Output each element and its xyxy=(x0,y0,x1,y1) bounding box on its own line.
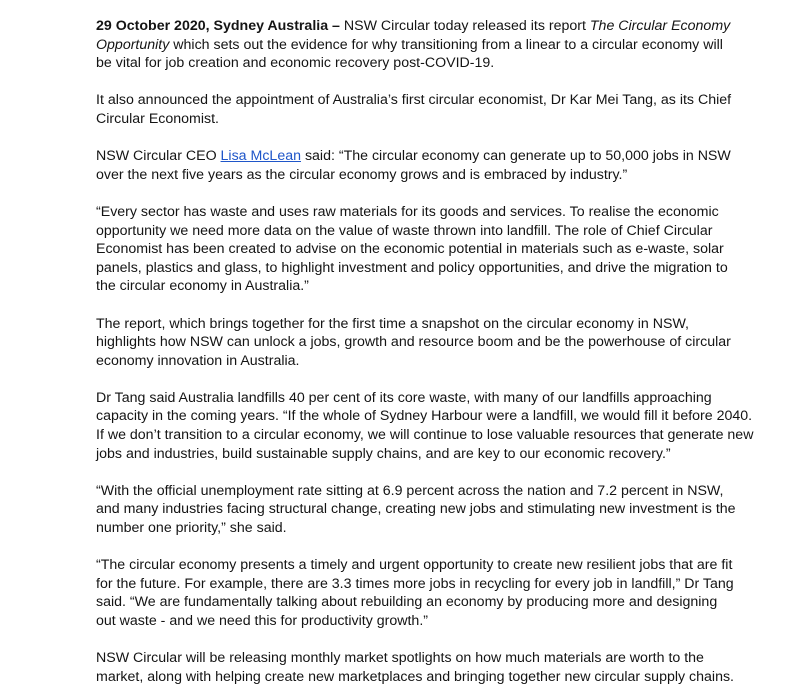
text-line: If we don’t transition to a circular economy, we will continue to lose valuable resources that generate new xyxy=(96,427,754,444)
text-line xyxy=(96,17,760,36)
text-line: Dr Tang said Australia landfills 40 per cent of its core waste, with many of our landfills approaching xyxy=(96,389,712,406)
text-line: said. “We are fundamentally talking about rebuilding an economy by producing more and designing xyxy=(96,594,718,611)
text-line: NSW Circular will be releasing monthly market spotlights on how much materials are worth to the xyxy=(96,650,704,667)
paragraph-every-sector xyxy=(96,203,760,296)
text-line: economy innovation in Australia. xyxy=(96,352,300,369)
report-title: Opportunity xyxy=(96,36,170,53)
text-line: capacity in the coming years. “If the whole of Sydney Harbour were a landfill, we would fill it before 2040. xyxy=(96,408,753,425)
paragraph-appointment xyxy=(96,91,760,128)
text-line: over the next five years as the circular economy grows and is embraced by industry.” xyxy=(96,166,628,183)
paragraph-release-intro xyxy=(96,17,760,73)
text-run: said: “The circular economy can generate up to 50,000 jobs in NSW xyxy=(301,148,731,165)
dateline: 29 October 2020, Sydney Australia – xyxy=(96,18,340,34)
text-line: out waste - and we need this for productivity growth.” xyxy=(96,613,428,629)
text-line: “Every sector has waste and uses raw materials for its goods and services. To realise the economic xyxy=(96,203,719,220)
text-line: Circular Economist. xyxy=(96,110,219,127)
text-line: market, along with helping create new marketplaces and bringing together new circular supply chains. xyxy=(96,668,734,685)
text-line xyxy=(96,147,760,166)
text-line: “The circular economy presents a timely and urgent opportunity to create new resilient jobs that are fit xyxy=(96,557,733,574)
ceo-name-link[interactable]: Lisa McLean xyxy=(220,148,301,165)
paragraph-report-snapshot xyxy=(96,315,760,371)
text-run: NSW Circular today released its report xyxy=(339,18,590,34)
text-line: be vital for job creation and economic recovery post-COVID-19. xyxy=(96,55,495,72)
paragraph-landfill xyxy=(96,389,760,463)
text-run: NSW Circular CEO xyxy=(96,148,221,165)
text-line: opportunity we need more data on the value of waste thrown into landfill. The role of Chief Circular xyxy=(96,222,713,239)
paragraph-market-spotlights xyxy=(96,649,760,686)
text-line: for the future. For example, there are 3.3 times more jobs in recycling for every job in landfill,” Dr Tang xyxy=(96,575,734,592)
report-title: The Circular Economy xyxy=(589,18,731,34)
text-line: jobs and industries, build sustainable supply chains, and are key to our economic recovery.” xyxy=(96,445,671,462)
text-line: It also announced the appointment of Australia’s first circular economist, Dr Kar Mei Tang, as its Chief xyxy=(96,92,732,109)
text-line: highlights how NSW can unlock a jobs, growth and resource boom and be the powerhouse of circular xyxy=(96,334,731,351)
text-run: which sets out the evidence for why transitioning from a linear to a circular economy will xyxy=(169,36,723,53)
paragraph-resilient-jobs xyxy=(96,556,760,630)
text-line: and many industries facing structural change, creating new jobs and stimulating new investment is the xyxy=(96,501,736,518)
text-line: The report, which brings together for the first time a snapshot on the circular economy in NSW, xyxy=(96,315,689,332)
text-line: “With the official unemployment rate sitting at 6.9 percent across the nation and 7.2 percent in NSW, xyxy=(96,482,724,499)
text-line xyxy=(96,36,760,55)
text-line: number one priority,” she said. xyxy=(96,520,287,537)
text-line: panels, plastics and glass, to highlight investment and policy opportunities, and drive the migration to xyxy=(96,259,728,276)
paragraph-unemployment xyxy=(96,482,760,538)
text-line: the circular economy in Australia.” xyxy=(96,278,309,295)
text-line: Economist has been created to advise on the economic potential in materials such as e-waste, solar xyxy=(96,241,724,258)
paragraph-ceo-quote xyxy=(96,147,760,184)
